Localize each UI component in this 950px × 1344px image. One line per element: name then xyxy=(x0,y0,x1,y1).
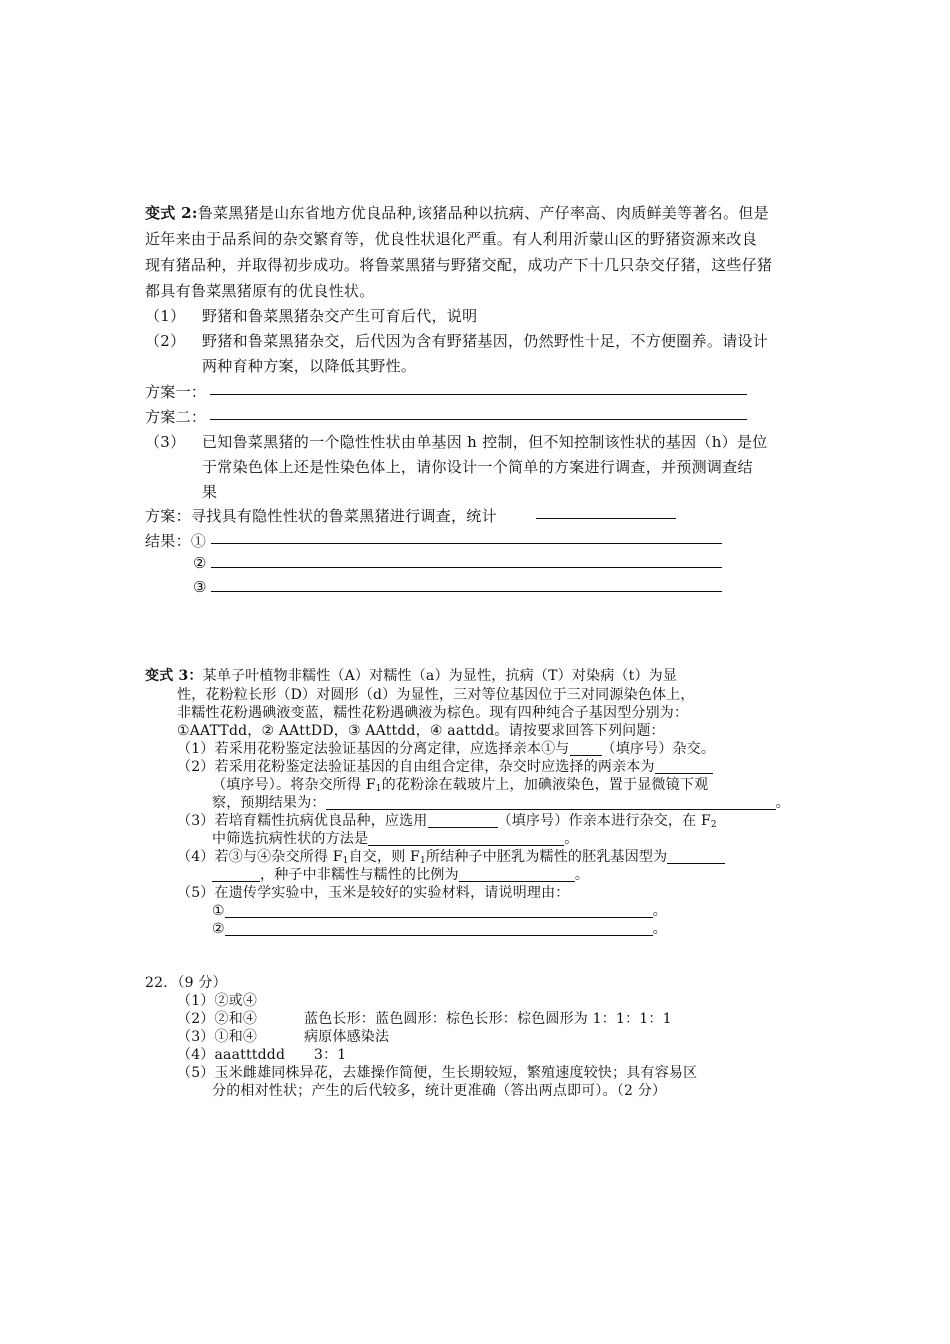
v2-title: 变式 2: xyxy=(145,204,198,222)
answer-1: （1）②或④ xyxy=(177,993,258,1009)
v3-intro-line-3: 非糯性花粉遇碘液变蓝，糯性花粉遇碘液为棕色。现有四种纯合子基因型分别为： xyxy=(177,705,689,721)
answer-4-label: （4）aaatttddd xyxy=(177,1047,286,1063)
v2-result-blank-1 xyxy=(211,543,722,544)
v2-plan-blank xyxy=(536,518,676,519)
answer-2-text: 蓝色长形：蓝色圆形：棕色长形：棕色圆形为 1：1：1：1 xyxy=(304,1011,672,1027)
v3-q3-line-1: （3）若培育糯性抗病优良品种，应选用 （填序号）作亲本进行杂交，在 $F_2$ xyxy=(177,813,717,830)
v3-intro-line-2: 性，花粉粒长形（D）对圆形（d）为显性，三对等位基因位于三对同源染色体上， xyxy=(177,687,695,703)
v2-plan1-label: 方案一： xyxy=(145,383,207,401)
v2-result-label: 结果：① xyxy=(145,532,207,550)
v2-plan-text: 方案：寻找具有隐性性状的鲁菜黑猪进行调查，统计 xyxy=(145,507,497,525)
v3-q3-line-2: 中筛选抗病性状的方法是 。 xyxy=(212,831,579,847)
v2-intro-line-4: 都具有鲁菜黑猪原有的优良性状。 xyxy=(145,282,375,300)
v3-q4-line-2: ，种子中非糯性与糯性的比例为 。 xyxy=(212,864,589,884)
v3-q2-line-1: （2）若采用花粉鉴定法验证基因的自由组合定律，杂交时应选择的两亲本为 xyxy=(177,756,713,776)
answer-header: 22．（9 分） xyxy=(145,975,227,991)
v2-plan2-blank xyxy=(210,419,747,420)
answer-3-text: 病原体感染法 xyxy=(304,1029,390,1045)
v3-q5: （5）在遗传学实验中，玉米是较好的实验材料，请说明理由： xyxy=(177,885,570,901)
v2-result-3: ③ xyxy=(193,578,207,596)
v3-intro-line-1: 变式 3：某单子叶植物非糯性（A）对糯性（a）为显性，抗病（T）对染病（t）为显 xyxy=(145,668,678,684)
v2-intro-line-2: 近年来由于品系间的杂交繁育等，优良性状退化严重。有人利用沂蒙山区的野猪资源来改良 xyxy=(145,230,758,248)
v2-result-blank-2 xyxy=(211,567,722,568)
v3-q5-r2: ② 。 xyxy=(212,921,667,937)
v2-q3-line-1: 已知鲁菜黑猪的一个隐性性状由单基因 h 控制，但不知控制该性状的基因（h）是位 xyxy=(202,433,768,451)
v3-q1: （1）若采用花粉鉴定法验证基因的分离定律，应选择亲本①与 （填序号）杂交。 xyxy=(177,741,716,757)
answer-5-line-2: 分的相对性状；产生的后代较多，统计更准确（答出两点即可）。（2 分） xyxy=(212,1083,667,1099)
v2-plan1-blank xyxy=(210,394,747,395)
v2-q1-num: （1） xyxy=(145,307,186,325)
answer-5-line-1: （5）玉米雌雄同株异花，去雄操作简便，生长期较短，繁殖速度较快；具有容易区 xyxy=(177,1065,698,1081)
v3-q2-line-2: （填序号）。将杂交所得 $F_1$的花粉涂在载玻片上，加碘液染色，置于显微镜下观 xyxy=(212,777,709,794)
v3-q2-line-3: 察，预期结果为： 。 xyxy=(212,795,790,811)
v2-q2-line-2: 两种育种方案，以降低其野性。 xyxy=(202,357,417,375)
answer-3-label: （3）①和④ xyxy=(177,1029,258,1045)
v2-q3-line-2: 于常染色体上还是性染色体上，请你设计一个简单的方案进行调查，并预测调查结 xyxy=(202,458,753,476)
v3-q4-line-1: （4）若③与④杂交所得 $F_1$自交，则 $F_1$所结种子中胚乳为糯性的胚乳基因型为 xyxy=(177,846,725,866)
answer-2-label: （2）②和④ xyxy=(177,1011,258,1027)
v3-q5-r1: ① 。 xyxy=(212,903,667,919)
v2-q2-num: （2） xyxy=(145,332,186,350)
v3-intro-line-4: ①AATTdd，② AAttDD，③ AAttdd，④ aattdd。请按要求回答下列问题： xyxy=(177,723,665,739)
v2-q2-line-1: 野猪和鲁菜黑猪杂交，后代因为含有野猪基因，仍然野性十足，不方便圈养。请设计 xyxy=(202,332,769,350)
v2-result-2: ② xyxy=(193,554,207,572)
v2-q3-num: （3） xyxy=(145,433,186,451)
v2-plan2-label: 方案二： xyxy=(145,408,207,426)
v2-intro-line-3: 现有猪品种，并取得初步成功。将鲁菜黑猪与野猪交配，成功产下十几只杂交仔猪，这些仔猪 xyxy=(145,256,773,274)
v3-title: 变式 3： xyxy=(145,668,203,684)
v2-q1-text: 野猪和鲁菜黑猪杂交产生可育后代，说明 xyxy=(202,307,478,325)
v2-q3-line-3: 果 xyxy=(202,483,218,501)
v2-intro-line-1: 变式 2:鲁菜黑猪是山东省地方优良品种,该猪品种以抗病、产仔率高、肉质鲜美等著名。但是 xyxy=(145,204,769,222)
answer-4-text: 3：1 xyxy=(314,1047,347,1063)
v2-result-blank-3 xyxy=(211,591,722,592)
